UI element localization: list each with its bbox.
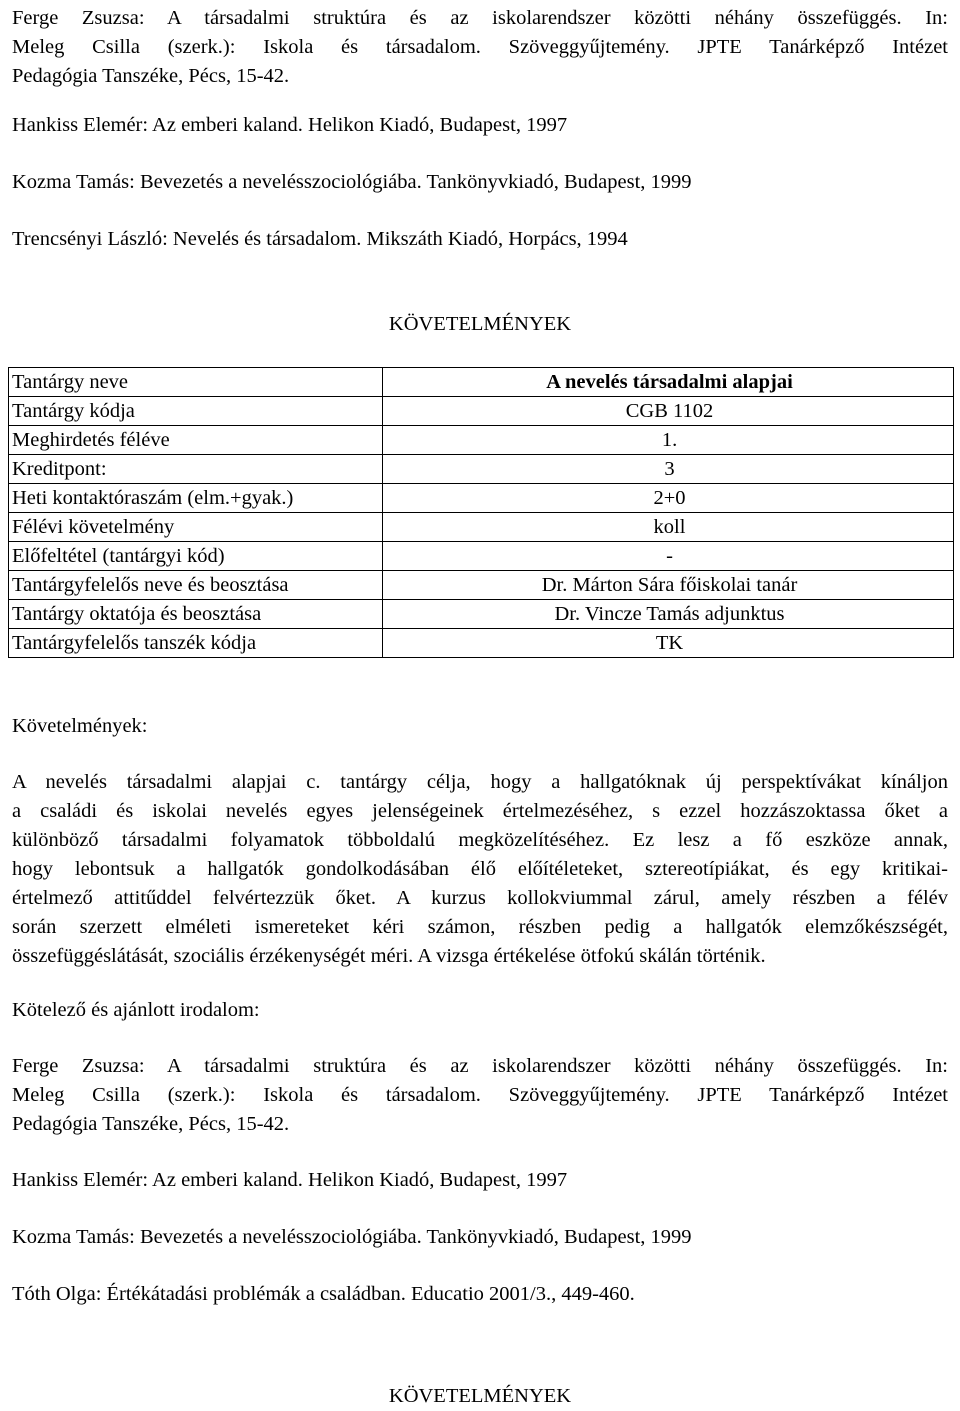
reference-line: Pedagógia Tanszéke, Pécs, 15-42. bbox=[12, 65, 290, 87]
row-label: Heti kontaktóraszám (elm.+gyak.) bbox=[9, 484, 383, 513]
row-label: Meghirdetés féléve bbox=[9, 426, 383, 455]
reference-line: Meleg Csilla (szerk.): Iskola és társadalom. Szöveggyűjtemény. JPTE Tanárképző Intézet bbox=[12, 36, 948, 58]
row-value: TK bbox=[383, 629, 954, 658]
paragraph-line: a családi és iskolai nevelés egyes jelenségeinek értelmezéséhez, s ezzel hozzászoktassa őket a bbox=[12, 800, 948, 822]
table-row bbox=[9, 542, 954, 571]
reference-text: Hankiss Elemér: Az emberi kaland. Helikon Kiadó, Budapest, 1997 bbox=[12, 114, 568, 136]
reference-line: Ferge Zsuzsa: A társadalmi struktúra és az iskolarendszer közötti néhány összefüggés. In: bbox=[12, 1055, 948, 1077]
paragraph-line: A nevelés társadalmi alapjai c. tantárgy célja, hogy a hallgatóknak új perspektívákat kínáljon bbox=[12, 771, 948, 793]
table-row bbox=[9, 629, 954, 658]
table-row bbox=[9, 368, 954, 397]
table-row bbox=[9, 600, 954, 629]
table-row bbox=[9, 455, 954, 484]
row-value: 3 bbox=[383, 455, 954, 484]
reference-hankiss-bottom bbox=[12, 1166, 948, 1195]
reference-kozma-bottom bbox=[12, 1223, 948, 1252]
table-row bbox=[9, 571, 954, 600]
row-label: Tantárgyfelelős tanszék kódja bbox=[9, 629, 383, 658]
reference-ferge-bottom bbox=[12, 1052, 948, 1139]
table-row bbox=[9, 397, 954, 426]
paragraph-line: különböző társadalmi folyamatok többoldalú megközelítéséhez. Ez lesz a fő eszköze annak, bbox=[12, 829, 948, 851]
row-label: Tantárgyfelelős neve és beosztása bbox=[9, 571, 383, 600]
reference-kozma-top bbox=[12, 168, 948, 197]
row-label: Tantárgy neve bbox=[9, 368, 383, 397]
row-value: A nevelés társadalmi alapjai bbox=[383, 368, 954, 397]
row-value: - bbox=[383, 542, 954, 571]
row-value: 1. bbox=[383, 426, 954, 455]
row-value: CGB 1102 bbox=[383, 397, 954, 426]
reference-hankiss-top bbox=[12, 111, 948, 140]
requirements-title: Követelmények: bbox=[12, 715, 148, 737]
literature-title: Kötelező és ajánlott irodalom: bbox=[12, 999, 260, 1021]
reference-line: Pedagógia Tanszéke, Pécs, 15-42. bbox=[12, 1113, 290, 1135]
course-info-table bbox=[8, 367, 954, 658]
reference-text: Hankiss Elemér: Az emberi kaland. Helikon Kiadó, Budapest, 1997 bbox=[12, 1169, 568, 1191]
row-label: Tantárgy kódja bbox=[9, 397, 383, 426]
reference-text: Kozma Tamás: Bevezetés a nevelésszociológiába. Tankönyvkiadó, Budapest, 1999 bbox=[12, 171, 692, 193]
row-label: Félévi követelmény bbox=[9, 513, 383, 542]
row-value: koll bbox=[383, 513, 954, 542]
row-value: Dr. Márton Sára főiskolai tanár bbox=[383, 571, 954, 600]
section-heading: KÖVETELMÉNYEK bbox=[388, 313, 572, 335]
row-value: Dr. Vincze Tamás adjunktus bbox=[383, 600, 954, 629]
table-row bbox=[9, 513, 954, 542]
paragraph-line: hogy lebontsuk a hallgatók gondolkodásában élő előítéleteket, sztereotípiákat, és egy kritikai- bbox=[12, 858, 948, 880]
table-row bbox=[9, 484, 954, 513]
reference-trencsenyi bbox=[12, 225, 948, 254]
reference-text: Tóth Olga: Értékátadási problémák a családban. Educatio 2001/3., 449-460. bbox=[12, 1283, 635, 1305]
reference-text: Kozma Tamás: Bevezetés a nevelésszociológiába. Tankönyvkiadó, Budapest, 1999 bbox=[12, 1226, 692, 1248]
row-label: Tantárgy oktatója és beosztása bbox=[9, 600, 383, 629]
reference-line: Meleg Csilla (szerk.): Iskola és társadalom. Szöveggyűjtemény. JPTE Tanárképző Intézet bbox=[12, 1084, 948, 1106]
section-heading-next: KÖVETELMÉNYEK bbox=[388, 1385, 572, 1407]
reference-text: Trencsényi László: Nevelés és társadalom. Mikszáth Kiadó, Horpács, 1994 bbox=[12, 228, 628, 250]
paragraph-line: összefüggéslátását, szociális érzékenységét méri. A vizsga értékelése ötfokú skálán történik. bbox=[12, 945, 766, 967]
reference-line: Ferge Zsuzsa: A társadalmi struktúra és az iskolarendszer közötti néhány összefüggés. In: bbox=[12, 7, 948, 29]
row-label: Kreditpont: bbox=[9, 455, 383, 484]
paragraph-line: értelmező attitűddel felvértezzük őket. A kurzus kollokviummal zárul, amely részben a félév bbox=[12, 887, 948, 909]
requirements-paragraph bbox=[12, 768, 948, 971]
reference-ferge-top bbox=[12, 4, 948, 91]
table-row bbox=[9, 426, 954, 455]
reference-toth bbox=[12, 1280, 948, 1309]
paragraph-line: során szerzett elméleti ismereteket kéri számon, részben pedig a hallgatók elemzőkészségét, bbox=[12, 916, 948, 938]
row-label: Előfeltétel (tantárgyi kód) bbox=[9, 542, 383, 571]
row-value: 2+0 bbox=[383, 484, 954, 513]
